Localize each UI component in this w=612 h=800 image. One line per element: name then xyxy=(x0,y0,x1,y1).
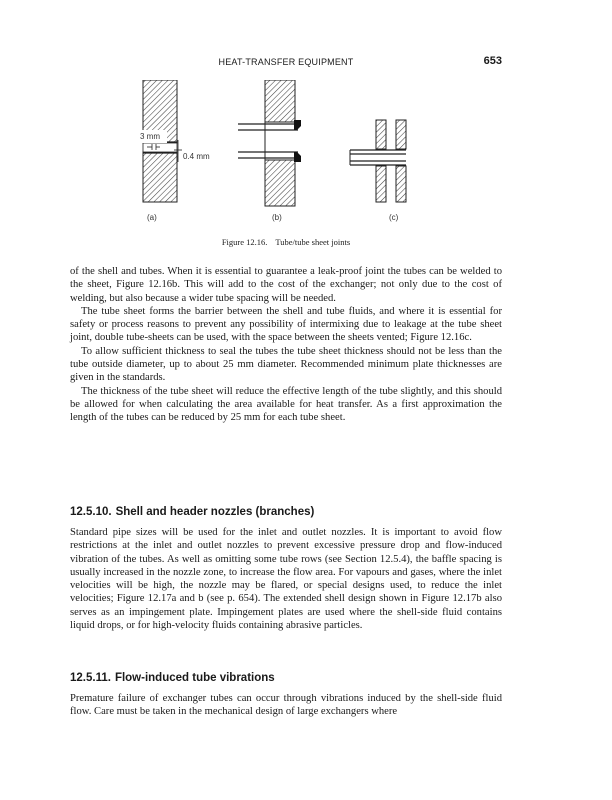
paragraph: Standard pipe sizes will be used for the inlet and outlet nozzles. It is important to avoid flow restrictions at the inlet and outlet nozzles to prevent excessive pressure drop and flow-induced vibration of the tubes. As well as omitting some tube rows (see Section 12.5.4), the baffle spacing is usually increased in the nozzle zone, to increase the flow area. For vapours and gases, where the inlet velocities will be high, the nozzle may be flared, or special designs used, to reduce the inlet velocities; Figure 12.17a and b (see p. 654). The extended shell design shown in Figure 12.17b also serves as an impingement plate. Impingement plates are used where the shell-side fluid contains liquid drops, or for high-velocity fluids containing abrasive particles. xyxy=(70,527,502,632)
section-title: Flow-induced tube vibrations xyxy=(114,672,275,684)
weld-lower xyxy=(294,152,301,162)
figure-drawing xyxy=(100,80,460,230)
joint-c-diagram xyxy=(350,120,406,222)
weld-upper xyxy=(294,120,301,130)
body-text-continued xyxy=(70,265,502,425)
paragraph: To allow sufficient thickness to seal the tubes the tube sheet thickness should not be less than the tube outside diameter, up to about 25 mm diameter. Recommended minimum plate thicknesses are given in the standards. xyxy=(70,345,502,384)
figure-caption-text: Tube/tube sheet joints xyxy=(275,237,351,247)
tube-sheet-c2-upper xyxy=(396,120,406,149)
tube-sheet-c1-lower xyxy=(376,166,386,202)
paragraph: The thickness of the tube sheet will reduce the effective length of the tube slightly, and this should be allowed for when calculating the area available for heat transfer. As a first approximation the length of the tubes can be reduced by 25 mm for each tube sheet. xyxy=(70,385,502,424)
body-text-nozzles xyxy=(70,526,502,632)
figure-caption xyxy=(70,237,502,247)
dimension-3mm: 3 mm xyxy=(140,132,160,141)
label-c: (c) xyxy=(389,213,399,222)
paragraph: Premature failure of exchanger tubes can occur through vibrations induced by the shell-side fluid flow. Care must be taken in the mechanical design of large exchangers where xyxy=(70,693,502,718)
paragraph: of the shell and tubes. When it is essential to guarantee a leak-proof joint the tubes can be welded to the sheet, Figure 12.16b. This will add to the cost of the exchanger; not only due to the cost of welding, but also because a wider tube spacing will be needed. xyxy=(70,266,502,304)
label-a: (a) xyxy=(147,213,157,222)
body-text-vibrations xyxy=(70,692,502,719)
tube-sheet-a-lower xyxy=(143,152,177,202)
paragraph: The tube sheet forms the barrier between the shell and tube fluids, and where it is essential for safety or process reasons to prevent any possibility of intermixing due to leakage at the tube sheet joint, double tube-sheets can be used, with the space between the sheets vented; Figure 12.16c. xyxy=(70,305,502,344)
section-number: 12.5.10. xyxy=(70,506,112,518)
running-header xyxy=(70,55,502,69)
section-heading-nozzles xyxy=(70,506,502,518)
tube-sheet-c1-upper xyxy=(376,120,386,149)
dimension-0-4mm: 0.4 mm xyxy=(183,152,210,161)
section-heading-vibrations xyxy=(70,672,502,684)
section-number: 12.5.11. xyxy=(70,672,111,684)
page-number: 653 xyxy=(483,55,502,67)
section-title: Shell and header nozzles (branches) xyxy=(115,506,315,518)
tube-sheet-b-upper xyxy=(265,80,295,122)
running-title: HEAT-TRANSFER EQUIPMENT xyxy=(218,57,354,67)
figure-caption-label: Figure 12.16. xyxy=(221,237,268,247)
joint-b-diagram xyxy=(238,80,301,222)
tube-sheet-c2-lower xyxy=(396,166,406,202)
joint-a-diagram xyxy=(139,80,210,222)
label-b: (b) xyxy=(272,213,282,222)
groove-a xyxy=(143,143,177,152)
tube-sheet-b-lower xyxy=(265,160,295,206)
figure-tube-sheet-joints xyxy=(100,80,460,230)
